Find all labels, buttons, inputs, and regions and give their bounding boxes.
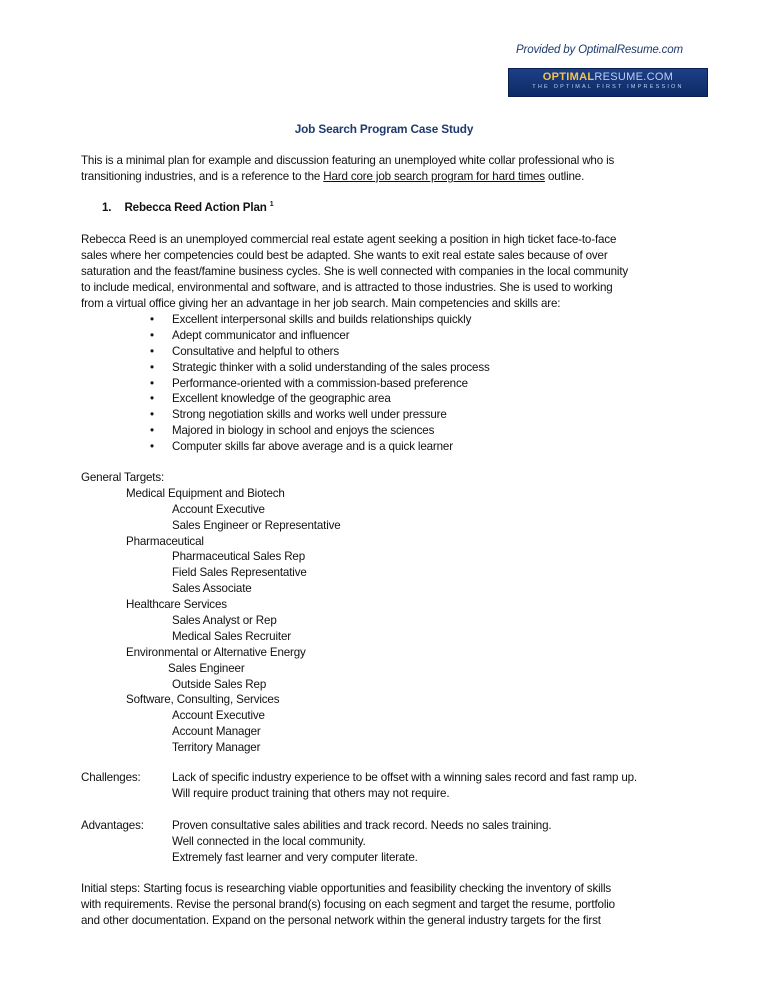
target-role: Account Manager bbox=[172, 725, 261, 739]
target-role: Account Executive bbox=[172, 709, 265, 723]
skill-text: Excellent interpersonal skills and builds relationships quickly bbox=[172, 313, 472, 326]
target-role: Field Sales Representative bbox=[172, 566, 307, 580]
skill-text: Consultative and helpful to others bbox=[172, 344, 339, 358]
target-industry: Healthcare Services bbox=[126, 598, 227, 612]
target-role: Medical Sales Recruiter bbox=[172, 629, 291, 643]
target-industry: Software, Consulting, Services bbox=[126, 693, 280, 707]
targets-label: General Targets: bbox=[81, 471, 165, 484]
intro-text: outline. bbox=[544, 169, 585, 183]
initial-steps-line: Initial steps: Starting focus is researching viable opportunities and feasibility checking the inventory of skills bbox=[81, 882, 612, 895]
bullet-icon: • bbox=[150, 392, 154, 406]
skill-item bbox=[150, 423, 490, 439]
skill-item bbox=[150, 312, 490, 328]
bullet-icon: • bbox=[150, 424, 154, 438]
section-heading bbox=[102, 200, 274, 216]
section-number: 1. bbox=[102, 201, 112, 214]
challenges-line: Will require product training that others may not require. bbox=[172, 786, 450, 800]
challenges-label: Challenges: bbox=[81, 771, 141, 784]
optimalresume-logo bbox=[508, 68, 708, 97]
description-line: saturation and the feast/famine business cycles. She is well connected with companies in the local community bbox=[81, 264, 629, 278]
description-line: from a virtual office giving her an advantage in her job search. Main competencies and skills are: bbox=[81, 296, 561, 310]
skill-item bbox=[150, 439, 490, 455]
target-industry: Pharmaceutical bbox=[126, 534, 204, 548]
description-line: sales where her competencies could best be adapted. She wants to exit real estate sales because of over bbox=[81, 248, 608, 262]
advantages-line bbox=[81, 818, 552, 834]
description-line: Rebecca Reed is an unemployed commercial real estate agent seeking a position in high ticket face-to-face bbox=[81, 233, 617, 246]
intro-line bbox=[81, 169, 614, 185]
bullet-icon: • bbox=[150, 313, 154, 326]
bullet-icon: • bbox=[150, 344, 154, 358]
logo-brand-light: RESUME.COM bbox=[594, 71, 674, 83]
advantages-line: Well connected in the local community. bbox=[172, 834, 366, 848]
skill-text: Adept communicator and influencer bbox=[172, 328, 350, 342]
description-paragraph bbox=[81, 232, 628, 311]
bullet-icon: • bbox=[150, 360, 154, 374]
skill-item bbox=[150, 328, 490, 344]
bullet-icon: • bbox=[150, 440, 154, 454]
target-industry: Medical Equipment and Biotech bbox=[126, 486, 285, 500]
bullet-icon: • bbox=[150, 328, 154, 342]
target-industry: Environmental or Alternative Energy bbox=[126, 645, 306, 659]
bullet-icon: • bbox=[150, 376, 154, 390]
advantages-label: Advantages: bbox=[81, 819, 144, 832]
skill-text: Majored in biology in school and enjoys the sciences bbox=[172, 424, 435, 438]
initial-steps-line: and other documentation. Expand on the personal network within the general industry targets for the first bbox=[81, 913, 601, 927]
target-role: Pharmaceutical Sales Rep bbox=[172, 550, 306, 564]
hard-core-program-link[interactable]: Hard core job search program for hard times bbox=[323, 169, 545, 183]
page-title: Job Search Program Case Study bbox=[294, 122, 474, 136]
general-targets bbox=[81, 470, 341, 756]
skill-item bbox=[150, 376, 490, 392]
skill-item bbox=[150, 407, 490, 423]
challenges-text: Lack of specific industry experience to be offset with a winning sales record and fast ramp up. bbox=[172, 771, 638, 784]
logo-tagline: THE OPTIMAL FIRST IMPRESSION bbox=[532, 84, 684, 90]
section-title: Rebecca Reed Action Plan bbox=[124, 201, 267, 214]
intro-paragraph bbox=[81, 153, 614, 185]
target-role: Sales Associate bbox=[172, 582, 252, 596]
skill-item bbox=[150, 391, 490, 407]
target-role: Territory Manager bbox=[172, 741, 261, 755]
intro-text: transitioning industries, and is a reference to the bbox=[81, 169, 324, 183]
skill-text: Computer skills far above average and is a quick learner bbox=[172, 440, 453, 454]
intro-line: This is a minimal plan for example and discussion featuring an unemployed white collar professional who is bbox=[81, 154, 615, 167]
challenges-line bbox=[81, 770, 638, 786]
skill-item bbox=[150, 360, 490, 376]
skill-text: Strategic thinker with a solid understanding of the sales process bbox=[172, 360, 490, 374]
skill-text: Strong negotiation skills and works well under pressure bbox=[172, 408, 447, 422]
logo-brand-bold: OPTIMAL bbox=[542, 71, 595, 83]
skill-item bbox=[150, 344, 490, 360]
advantages-text: Proven consultative sales abilities and track record. Needs no sales training. bbox=[172, 819, 552, 832]
target-role: Sales Engineer or Representative bbox=[172, 518, 341, 532]
initial-steps-paragraph bbox=[81, 881, 615, 929]
target-role: Account Executive bbox=[172, 502, 265, 516]
description-line: to include medical, environmental and software, and is attracted to those industries. She is used to working bbox=[81, 280, 613, 294]
skill-text: Performance-oriented with a commission-based preference bbox=[172, 376, 468, 390]
target-role: Outside Sales Rep bbox=[172, 677, 267, 691]
skills-list bbox=[150, 312, 490, 455]
target-role: Sales Engineer bbox=[168, 661, 245, 675]
provided-by-text: Provided by OptimalResume.com bbox=[516, 44, 683, 56]
initial-steps-line: with requirements. Revise the personal brand(s) focusing on each segment and target the resume, portfolio bbox=[81, 897, 615, 911]
challenges-block bbox=[81, 770, 637, 802]
skill-text: Excellent knowledge of the geographic area bbox=[172, 392, 391, 406]
footnote-ref[interactable]: 1 bbox=[269, 201, 274, 208]
target-role: Sales Analyst or Rep bbox=[172, 614, 277, 628]
bullet-icon: • bbox=[150, 408, 154, 422]
advantages-line: Extremely fast learner and very computer literate. bbox=[172, 850, 418, 864]
advantages-block bbox=[81, 818, 551, 866]
